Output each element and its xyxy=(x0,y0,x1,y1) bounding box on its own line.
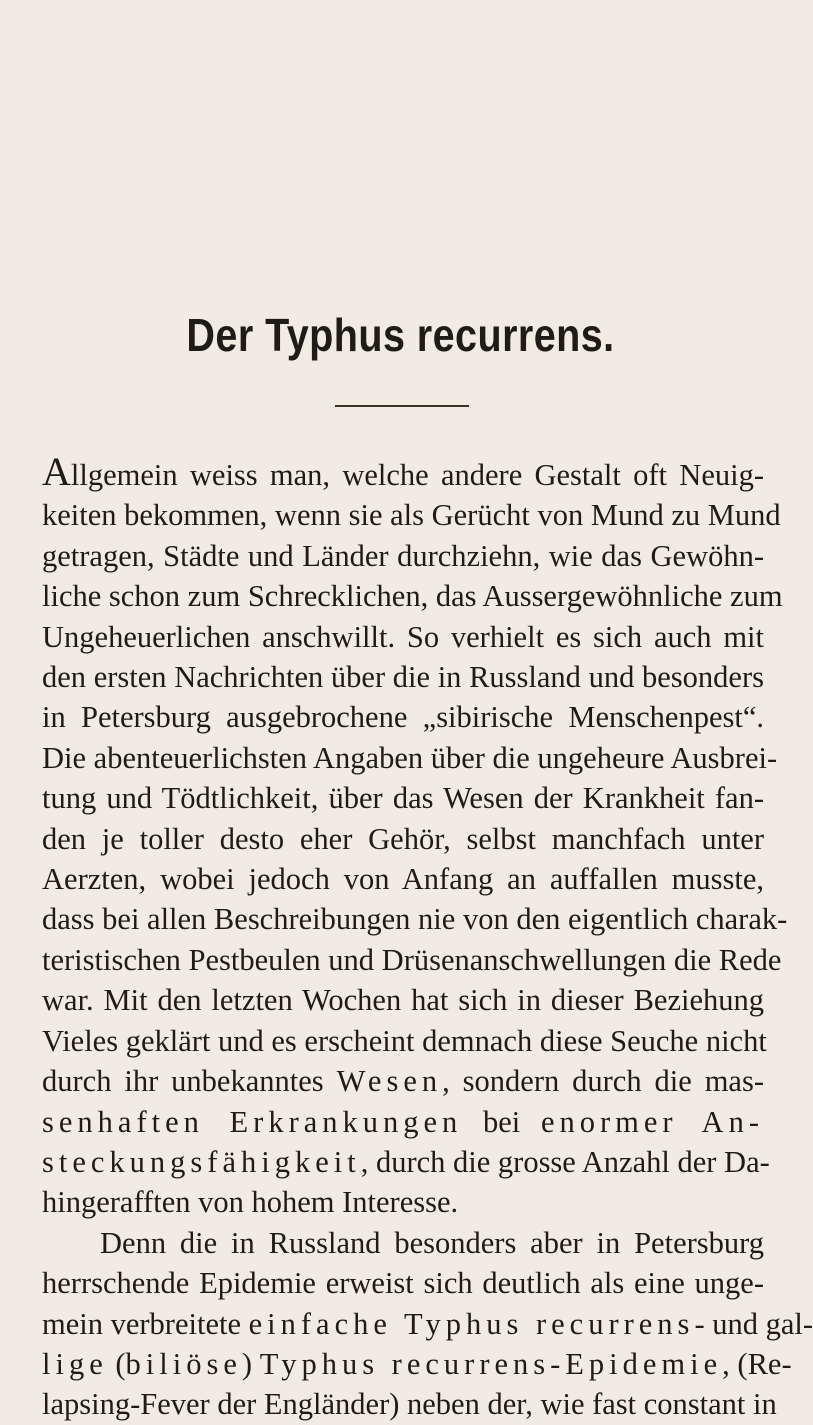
emphasis-spaced: einfache Typhus recurrens xyxy=(248,1306,695,1341)
text-line: war. Mit den letzten Wochen hat sich in dieser Beziehung xyxy=(42,983,764,1018)
text-line: tung und Tödtlichkeit, über das Wesen der Krankheit fan- xyxy=(42,781,764,816)
text-line: lige (biliöse) Typhus recurrens-Epidemie, (Re- xyxy=(42,1346,792,1381)
text-line: lapsing-Fever der Engländer) neben der, wie fast constant in xyxy=(42,1387,777,1422)
text-line: Allgemein weiss man, welche andere Gestalt oft Neuig- xyxy=(42,449,764,494)
page-title: Der Typhus recurrens. xyxy=(186,309,615,361)
text-line: Aerzten, wobei jedoch von Anfang an auffallen musste, xyxy=(42,862,764,897)
emphasis-spaced: Typhus recurrens-Epidemie xyxy=(259,1346,723,1381)
text-line: keiten bekommen, wenn sie als Gerücht von Mund zu Mund xyxy=(42,498,781,533)
text-line: dass bei allen Beschreibungen nie von den eigentlich charak- xyxy=(42,902,788,937)
text-line: den je toller desto eher Gehör, selbst manchfach unter xyxy=(42,821,764,856)
text-line: in Petersburg ausgebrochene „sibirische Menschenpest“. xyxy=(42,700,764,735)
text-line: liche schon zum Schrecklichen, das Aussergewöhnliche zum xyxy=(42,579,783,614)
text-line: teristischen Pestbeulen und Drüsenanschwellungen die Rede xyxy=(42,942,782,977)
emphasis-spaced: Wesen xyxy=(336,1064,443,1099)
body-text xyxy=(42,449,813,1425)
text-line: Ungeheuerlichen anschwillt. So verhielt es sich auch mit xyxy=(42,619,764,654)
emphasis-spaced: lige xyxy=(42,1346,108,1381)
text-line: durch ihr unbekanntes Wesen, sondern durch die mas- xyxy=(42,1064,764,1099)
text-line: getragen, Städte und Länder durchziehn, wie das Gewöhn- xyxy=(42,538,764,573)
text-line: mein verbreitete einfache Typhus recurrens- und gal- xyxy=(42,1306,813,1341)
text-line: hingerafften von hohem Interesse. xyxy=(42,1185,459,1220)
drop-cap: A xyxy=(42,449,71,494)
text-line: den ersten Nachrichten über die in Russland und besonders xyxy=(42,660,764,695)
emphasis-spaced: biliöse xyxy=(125,1346,242,1381)
title-divider xyxy=(335,405,469,407)
text-line: Denn die in Russland besonders aber in Petersburg xyxy=(100,1225,764,1260)
text-line: Vieles geklärt und es erscheint demnach diese Seuche nicht xyxy=(42,1023,767,1058)
text-line: herrschende Epidemie erweist sich deutlich als eine unge- xyxy=(42,1266,764,1301)
emphasis-spaced: senhaften Erkrankungen xyxy=(42,1104,463,1139)
text-line: Die abenteuerlichsten Angaben über die ungeheure Ausbrei- xyxy=(42,740,778,775)
emphasis-spaced: steckungsfähigkeit xyxy=(42,1144,361,1179)
emphasis-spaced: enormer An- xyxy=(540,1104,764,1139)
text-line: senhaften Erkrankungen bei enormer An- xyxy=(42,1104,764,1139)
text-line: steckungsfähigkeit, durch die grosse Anzahl der Da- xyxy=(42,1144,770,1179)
